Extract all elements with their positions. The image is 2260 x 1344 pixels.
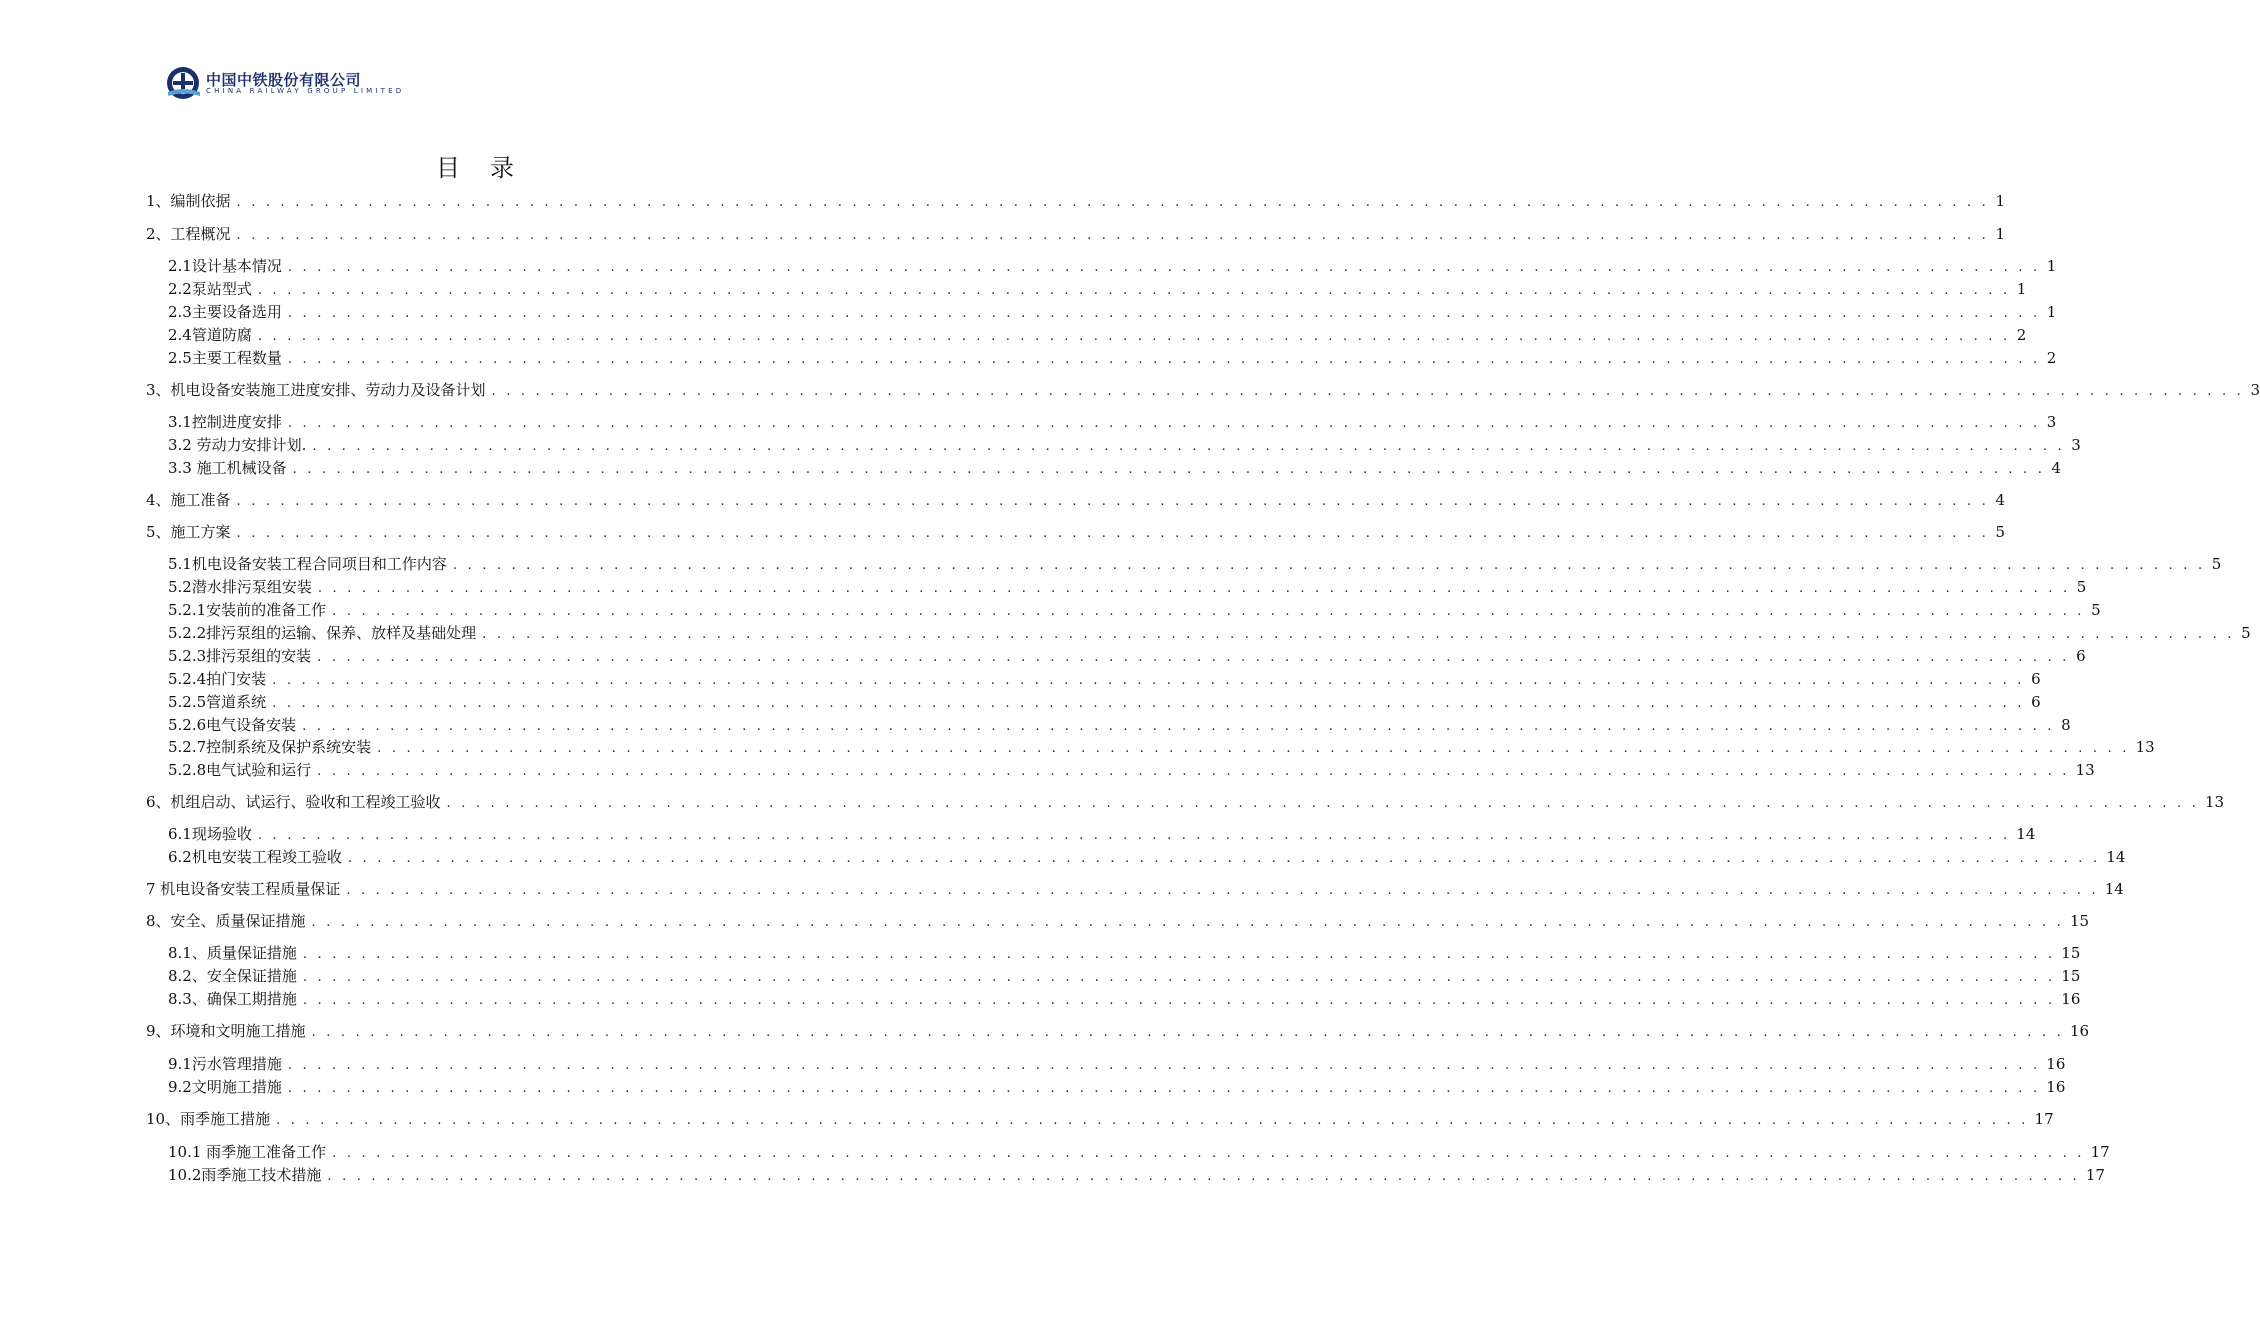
toc-entry[interactable] bbox=[168, 668, 2041, 690]
toc-page-number: 4 bbox=[1995, 491, 2005, 509]
toc-entry-title: 5.2.4拍门安装 bbox=[168, 670, 267, 688]
toc-entry[interactable] bbox=[168, 411, 2057, 433]
toc-entry-title: 10.1 雨季施工准备工作 bbox=[168, 1143, 327, 1161]
toc-entry[interactable] bbox=[168, 553, 2222, 575]
toc-entry-title: 5.1机电设备安装工程合同项目和工作内容 bbox=[168, 555, 447, 573]
toc-entry[interactable] bbox=[146, 791, 2225, 813]
toc-dot-leader: . . . . . . . . . . . . . . . . . . . . . . . . . . . . . . . . . . . . . . . . . . . . . . . . . . . . . . . . . . . . . . . . . . . . . . . . . . . . . . . . . . . . . . . . . . . . . . . . . . . . . . . . . . . . . . . . . . . . . . . . bbox=[272, 696, 2025, 711]
china-railway-emblem-icon bbox=[166, 66, 202, 100]
toc-dot-leader: . . . . . . . . . . . . . . . . . . . . . . . . . . . . . . . . . . . . . . . . . . . . . . . . . . . . . . . . . . . . . . . . . . . . . . . . . . . . . . . . . . . . . . . . . . . . . . . . . . . . . . . . . . . . . . . . . . . . . . . . bbox=[236, 228, 1989, 243]
toc-entry[interactable] bbox=[168, 691, 2041, 713]
toc-page-number: 17 bbox=[2085, 1166, 2105, 1184]
toc-dot-leader: . . . . . . . . . . . . . . . . . . . . . . . . . . . . . . . . . . . . . . . . . . . . . . . . . . . . . . . . . . . . . . . . . . . . . . . . . . . . . . . . . . . . . . . . . . . . . . . . . . . . . . . . . . . . . . . . . . . . . . . . bbox=[317, 764, 2070, 779]
toc-entry[interactable] bbox=[168, 1141, 2110, 1163]
toc-dot-leader: . . . . . . . . . . . . . . . . . . . . . . . . . . . . . . . . . . . . . . . . . . . . . . . . . . . . . . . . . . . . . . . . . . . . . . . . . . . . . . . . . . . . . . . . . . . . . . . . . . . . . . . . . . . . . . . . . . . . . . . . bbox=[287, 352, 2041, 367]
toc-entry[interactable] bbox=[168, 645, 2086, 667]
toc-dot-leader: . . . . . . . . . . . . . . . . . . . . . . . . . . . . . . . . . . . . . . . . . . . . . . . . . . . . . . . . . . . . . . . . . . . . . . . . . . . . . . . . . . . . . . . . . . . . . . . . . . . . . . . . . . . . . . . . . . . . . . . . bbox=[347, 851, 2101, 866]
toc-entry[interactable] bbox=[146, 1108, 2054, 1130]
toc-page-number: 16 bbox=[2046, 1078, 2066, 1096]
toc-entry[interactable] bbox=[168, 942, 2081, 964]
toc-entry-title: 2.3主要设备选用 bbox=[168, 303, 282, 321]
company-logo bbox=[166, 66, 405, 100]
toc-page-number: 8 bbox=[2061, 716, 2071, 734]
toc-entry-title: 6.1现场验收 bbox=[168, 825, 252, 843]
toc-page-number: 13 bbox=[2135, 738, 2155, 756]
toc-entry-title: 10.2雨季施工技术措施 bbox=[168, 1166, 322, 1184]
toc-page-number: 6 bbox=[2076, 647, 2086, 665]
toc-entry[interactable] bbox=[146, 521, 2005, 543]
toc-dot-leader: . . . . . . . . . . . . . . . . . . . . . . . . . . . . . . . . . . . . . . . . . . . . . . . . . . . . . . . . . . . . . . . . . . . . . . . . . . . . . . . . . . . . . . . . . . . . . . . . . . . . . . . . . . . . . . . . . . . . . . . . bbox=[446, 796, 2199, 811]
toc-entry-title: 5.2.6电气设备安装 bbox=[168, 716, 297, 734]
toc-entry-title: 6.2机电安装工程竣工验收 bbox=[168, 848, 342, 866]
toc-entry[interactable] bbox=[168, 599, 2101, 621]
toc-page-number: 3 bbox=[2250, 381, 2260, 399]
toc-entry-title: 1、编制依据 bbox=[146, 192, 231, 210]
toc-entry[interactable] bbox=[146, 489, 2005, 511]
toc-dot-leader: . . . . . . . . . . . . . . . . . . . . . . . . . . . . . . . . . . . . . . . . . . . . . . . . . . . . . . . . . . . . . . . . . . . . . . . . . . . . . . . . . . . . . . . . . . . . . . . . . . . . . . . . . . . . . . . . . . . . . . . . bbox=[317, 650, 2070, 665]
toc-page-number: 5 bbox=[1995, 523, 2005, 541]
toc-dot-leader: . . . . . . . . . . . . . . . . . . . . . . . . . . . . . . . . . . . . . . . . . . . . . . . . . . . . . . . . . . . . . . . . . . . . . . . . . . . . . . . . . . . . . . . . . . . . . . . . . . . . . . . . . . . . . . . . . . . . . . . . bbox=[302, 993, 2056, 1008]
toc-dot-leader: . . . . . . . . . . . . . . . . . . . . . . . . . . . . . . . . . . . . . . . . . . . . . . . . . . . . . . . . . . . . . . . . . . . . . . . . . . . . . . . . . . . . . . . . . . . . . . . . . . . . . . . . . . . . . . . . . . . . . . . . bbox=[302, 947, 2056, 962]
toc-dot-leader: . . . . . . . . . . . . . . . . . . . . . . . . . . . . . . . . . . . . . . . . . . . . . . . . . . . . . . . . . . . . . . . . . . . . . . . . . . . . . . . . . . . . . . . . . . . . . . . . . . . . . . . . . . . . . . . . . . . . . . . . bbox=[482, 627, 2235, 642]
toc-page-number: 13 bbox=[2204, 793, 2225, 811]
toc-entry-title: 5、施工方案 bbox=[146, 523, 231, 541]
toc-entry-title: 8.2、安全保证措施 bbox=[168, 967, 297, 985]
toc-entry[interactable] bbox=[168, 736, 2155, 758]
toc-entry-title: 5.2潜水排污泵组安装 bbox=[168, 578, 312, 596]
toc-dot-leader: . . . . . . . . . . . . . . . . . . . . . . . . . . . . . . . . . . . . . . . . . . . . . . . . . . . . . . . . . . . . . . . . . . . . . . . . . . . . . . . . . . . . . . . . . . . . . . . . . . . . . . . . . . . . . . . . . . . . . . . . bbox=[257, 329, 2011, 344]
toc-dot-leader: . . . . . . . . . . . . . . . . . . . . . . . . . . . . . . . . . . . . . . . . . . . . . . . . . . . . . . . . . . . . . . . . . . . . . . . . . . . . . . . . . . . . . . . . . . . . . . . . . . . . . . . . . . . . . . . . . . . . . . . . bbox=[257, 828, 2011, 843]
toc-page-number: 6 bbox=[2031, 670, 2041, 688]
toc-page-number: 16 bbox=[2061, 990, 2081, 1008]
toc-entry-title: 5.2.7控制系统及保护系统安装 bbox=[168, 738, 372, 756]
toc-entry-title: 3、机电设备安装施工进度安排、劳动力及设备计划 bbox=[146, 381, 486, 399]
toc-dot-leader: . . . . . . . . . . . . . . . . . . . . . . . . . . . . . . . . . . . . . . . . . . . . . . . . . . . . . . . . . . . . . . . . . . . . . . . . . . . . . . . . . . . . . . . . . . . . . . . . . . . . . . . . . . . . . . . . . . . . . . . . bbox=[452, 558, 2206, 573]
toc-dot-leader: . . . . . . . . . . . . . . . . . . . . . . . . . . . . . . . . . . . . . . . . . . . . . . . . . . . . . . . . . . . . . . . . . . . . . . . . . . . . . . . . . . . . . . . . . . . . . . . . . . . . . . . . . . . . . . . . . . . . . . . . bbox=[236, 195, 1989, 210]
toc-page-number: 16 bbox=[2069, 1022, 2090, 1040]
toc-dot-leader: . . . . . . . . . . . . . . . . . . . . . . . . . . . . . . . . . . . . . . . . . . . . . . . . . . . . . . . . . . . . . . . . . . . . . . . . . . . . . . . . . . . . . . . . . . . . . . . . . . . . . . . . . . . . . . . . . . . . . . . . bbox=[311, 1025, 2064, 1040]
toc-entry-title: 3.1控制进度安排 bbox=[168, 413, 282, 431]
toc-entry[interactable] bbox=[146, 878, 2124, 900]
toc-page-number: 3 bbox=[2071, 436, 2081, 454]
toc-page-number: 5 bbox=[2241, 624, 2251, 642]
company-name-cn: 中国中铁股份有限公司 bbox=[206, 71, 362, 89]
toc-page-number: 6 bbox=[2031, 693, 2041, 711]
toc-dot-leader: . . . . . . . . . . . . . . . . . . . . . . . . . . . . . . . . . . . . . . . . . . . . . . . . . . . . . . . . . . . . . . . . . . . . . . . . . . . . . . . . . . . . . . . . . . . . . . . . . . . . . . . . . . . . . . . . . . . . . . . . bbox=[332, 1146, 2085, 1161]
toc-dot-leader: . . . . . . . . . . . . . . . . . . . . . . . . . . . . . . . . . . . . . . . . . . . . . . . . . . . . . . . . . . . . . . . . . . . . . . . . . . . . . . . . . . . . . . . . . . . . . . . . . . . . . . . . . . . . . . . . . . . . . . . . bbox=[317, 581, 2071, 596]
toc-page-number: 1 bbox=[2046, 303, 2057, 321]
toc-page-number: 14 bbox=[2104, 880, 2124, 898]
toc-dot-leader: . . . . . . . . . . . . . . . . . . . . . . . . . . . . . . . . . . . . . . . . . . . . . . . . . . . . . . . . . . . . . . . . . . . . . . . . . . . . . . . . . . . . . . . . . . . . . . . . . . . . . . . . . . . . . . . . . . . . . . . . bbox=[236, 494, 1989, 509]
toc-entry-title: 8、安全、质量保证措施 bbox=[146, 912, 306, 930]
toc-entry[interactable] bbox=[168, 965, 2081, 987]
toc-entry[interactable] bbox=[168, 622, 2251, 644]
toc-dot-leader: . . . . . . . . . . . . . . . . . . . . . . . . . . . . . . . . . . . . . . . . . . . . . . . . . . . . . . . . . . . . . . . . . . . . . . . . . . . . . . . . . . . . . . . . . . . . . . . . . . . . . . . . . . . . . . . . . . . . . . . . bbox=[287, 260, 2041, 275]
toc-page-number: 17 bbox=[2090, 1143, 2110, 1161]
toc-entry[interactable] bbox=[146, 190, 2005, 212]
toc-page-number: 1 bbox=[2046, 257, 2057, 275]
toc-dot-leader: . . . . . . . . . . . . . . . . . . . . . . . . . . . . . . . . . . . . . . . . . . . . . . . . . . . . . . . . . . . . . . . . . . . . . . . . . . . . . . . . . . . . . . . . . . . . . . . . . . . . . . . . . . . . . . . . . . . . . . . . bbox=[302, 719, 2055, 734]
toc-dot-leader: . . . . . . . . . . . . . . . . . . . . . . . . . . . . . . . . . . . . . . . . . . . . . . . . . . . . . . . . . . . . . . . . . . . . . . . . . . . . . . . . . . . . . . . . . . . . . . . . . . . . . . . . . . . . . . . . . . . . . . . . bbox=[236, 526, 1989, 541]
toc-entry[interactable] bbox=[146, 910, 2090, 932]
toc-entry-title: 6、机组启动、试运行、验收和工程竣工验收 bbox=[146, 793, 441, 811]
toc-dot-leader: . . . . . . . . . . . . . . . . . . . . . . . . . . . . . . . . . . . . . . . . . . . . . . . . . . . . . . . . . . . . . . . . . . . . . . . . . . . . . . . . . . . . . . . . . . . . . . . . . . . . . . . . . . . . . . . . . . . . . . . . bbox=[332, 604, 2085, 619]
toc-entry[interactable] bbox=[168, 1053, 2066, 1075]
toc-dot-leader: . . . . . . . . . . . . . . . . . . . . . . . . . . . . . . . . . . . . . . . . . . . . . . . . . . . . . . . . . . . . . . . . . . . . . . . . . . . . . . . . . . . . . . . . . . . . . . . . . . . . . . . . . . . . . . . . . . . . . . . . bbox=[272, 673, 2025, 688]
toc-entry-title: 5.2.5管道系统 bbox=[168, 693, 267, 711]
toc-entry-title: 5.2.8电气试验和运行 bbox=[168, 761, 312, 779]
toc-page-number: 2 bbox=[2046, 349, 2057, 367]
toc-dot-leader: . . . . . . . . . . . . . . . . . . . . . . . . . . . . . . . . . . . . . . . . . . . . . . . . . . . . . . . . . . . . . . . . . . . . . . . . . . . . . . . . . . . . . . . . . . . . . . . . . . . . . . . . . . . . . . . . . . . . . . . . bbox=[287, 306, 2041, 321]
toc-page-number: 1 bbox=[1995, 192, 2005, 210]
toc-entry[interactable] bbox=[168, 457, 2062, 479]
toc-entry[interactable] bbox=[168, 988, 2081, 1010]
toc-page-number: 15 bbox=[2061, 967, 2081, 985]
toc-dot-leader: . . . . . . . . . . . . . . . . . . . . . . . . . . . . . . . . . . . . . . . . . . . . . . . . . . . . . . . . . . . . . . . . . . . . . . . . . . . . . . . . . . . . . . . . . . . . . . . . . . . . . . . . . . . . . . . . . . . . . . . . bbox=[302, 970, 2056, 985]
toc-entry[interactable] bbox=[146, 1020, 2090, 1042]
toc-entry-title: 9、环境和文明施工措施 bbox=[146, 1022, 306, 1040]
toc-entry-title: 5.2.2排污泵组的运输、保养、放样及基础处理 bbox=[168, 624, 477, 642]
page-title: 目录 bbox=[436, 154, 544, 182]
toc-entry[interactable] bbox=[146, 379, 2260, 401]
toc-entry-title: 2.5主要工程数量 bbox=[168, 349, 282, 367]
toc-page-number: 14 bbox=[2106, 848, 2126, 866]
toc-entry-title: 2.4管道防腐 bbox=[168, 326, 252, 344]
toc-page-number: 5 bbox=[2091, 601, 2101, 619]
toc-entry-title: 9.2文明施工措施 bbox=[168, 1078, 282, 1096]
toc-dot-leader: . . . . . . . . . . . . . . . . . . . . . . . . . . . . . . . . . . . . . . . . . . . . . . . . . . . . . . . . . . . . . . . . . . . . . . . . . . . . . . . . . . . . . . . . . . . . . . . . . . . . . . . . . . . . . . . . . . . . . . . . bbox=[287, 1081, 2041, 1096]
toc-entry-title: 2、工程概况 bbox=[146, 225, 231, 243]
toc-entry-title: 4、施工准备 bbox=[146, 491, 231, 509]
toc-entry-title: 8.3、确保工期措施 bbox=[168, 990, 297, 1008]
toc-dot-leader: . . . . . . . . . . . . . . . . . . . . . . . . . . . . . . . . . . . . . . . . . . . . . . . . . . . . . . . . . . . . . . . . . . . . . . . . . . . . . . . . . . . . . . . . . . . . . . . . . . . . . . . . . . . . . . . . . . . . . . . . bbox=[491, 384, 2244, 399]
toc-page-number: 14 bbox=[2016, 825, 2036, 843]
toc-page-number: 2 bbox=[2016, 326, 2027, 344]
toc-entry-title: 10、雨季施工措施 bbox=[146, 1110, 271, 1128]
toc-dot-leader: . . . . . . . . . . . . . . . . . . . . . . . . . . . . . . . . . . . . . . . . . . . . . . . . . . . . . . . . . . . . . . . . . . . . . . . . . . . . . . . . . . . . . . . . . . . . . . . . . . . . . . . . . . . . . . . . . . . . . . . . bbox=[377, 741, 2130, 756]
toc-entry-title: 7 机电设备安装工程质量保证 bbox=[146, 880, 341, 898]
toc-dot-leader: . . . . . . . . . . . . . . . . . . . . . . . . . . . . . . . . . . . . . . . . . . . . . . . . . . . . . . . . . . . . . . . . . . . . . . . . . . . . . . . . . . . . . . . . . . . . . . . . . . . . . . . . . . . . . . . . . . . . . . . . bbox=[257, 283, 2011, 298]
toc-page-number: 3 bbox=[2046, 413, 2057, 431]
toc-entry-title: 5.2.3排污泵组的安装 bbox=[168, 647, 312, 665]
toc-page-number: 15 bbox=[2069, 912, 2090, 930]
toc-entry-title: 8.1、质量保证措施 bbox=[168, 944, 297, 962]
toc-page-number: 5 bbox=[2076, 578, 2087, 596]
toc-page-number: 16 bbox=[2046, 1055, 2066, 1073]
toc-page-number: 5 bbox=[2211, 555, 2222, 573]
toc-dot-leader: . . . . . . . . . . . . . . . . . . . . . . . . . . . . . . . . . . . . . . . . . . . . . . . . . . . . . . . . . . . . . . . . . . . . . . . . . . . . . . . . . . . . . . . . . . . . . . . . . . . . . . . . . . . . . . . . . . . . . . . . bbox=[327, 1169, 2080, 1184]
toc-entry[interactable] bbox=[146, 223, 2005, 245]
toc-entry[interactable] bbox=[168, 278, 2027, 300]
company-name-en: CHINA RAILWAY GROUP LIMITED bbox=[206, 87, 405, 95]
toc-page-number: 17 bbox=[2034, 1110, 2054, 1128]
toc-entry[interactable] bbox=[168, 324, 2027, 346]
toc-entry[interactable] bbox=[168, 301, 2057, 323]
toc-page-number: 1 bbox=[2016, 280, 2027, 298]
toc-entry[interactable] bbox=[168, 255, 2057, 277]
toc-dot-leader: . . . . . . . . . . . . . . . . . . . . . . . . . . . . . . . . . . . . . . . . . . . . . . . . . . . . . . . . . . . . . . . . . . . . . . . . . . . . . . . . . . . . . . . . . . . . . . . . . . . . . . . . . . . . . . . . . . . . . . . . bbox=[311, 915, 2064, 930]
toc-entry-title: 2.2泵站型式 bbox=[168, 280, 252, 298]
toc-dot-leader: . . . . . . . . . . . . . . . . . . . . . . . . . . . . . . . . . . . . . . . . . . . . . . . . . . . . . . . . . . . . . . . . . . . . . . . . . . . . . . . . . . . . . . . . . . . . . . . . . . . . . . . . . . . . . . . . . . . . . . . . bbox=[287, 1058, 2041, 1073]
toc-entry-title: 3.3 施工机械设备 bbox=[168, 459, 287, 477]
toc-page-number: 4 bbox=[2051, 459, 2062, 477]
toc-entry[interactable] bbox=[168, 759, 2095, 781]
toc-entry-title: 5.2.1安装前的准备工作 bbox=[168, 601, 327, 619]
toc-entry[interactable] bbox=[168, 823, 2036, 845]
toc-dot-leader: . . . . . . . . . . . . . . . . . . . . . . . . . . . . . . . . . . . . . . . . . . . . . . . . . . . . . . . . . . . . . . . . . . . . . . . . . . . . . . . . . . . . . . . . . . . . . . . . . . . . . . . . . . . . . . . . . . . . . . . . bbox=[287, 416, 2041, 431]
toc-entry[interactable] bbox=[168, 576, 2087, 598]
toc-page-number: 1 bbox=[1995, 225, 2005, 243]
toc-entry-title: 3.2 劳动力安排计划. bbox=[168, 436, 307, 454]
toc-dot-leader: . . . . . . . . . . . . . . . . . . . . . . . . . . . . . . . . . . . . . . . . . . . . . . . . . . . . . . . . . . . . . . . . . . . . . . . . . . . . . . . . . . . . . . . . . . . . . . . . . . . . . . . . . . . . . . . . . . . . . . . . bbox=[276, 1113, 2029, 1128]
toc-page-number: 13 bbox=[2075, 761, 2095, 779]
toc-page-number: 15 bbox=[2061, 944, 2081, 962]
toc-entry[interactable] bbox=[168, 846, 2126, 868]
toc-entry[interactable] bbox=[168, 434, 2081, 456]
toc-dot-leader: . . . . . . . . . . . . . . . . . . . . . . . . . . . . . . . . . . . . . . . . . . . . . . . . . . . . . . . . . . . . . . . . . . . . . . . . . . . . . . . . . . . . . . . . . . . . . . . . . . . . . . . . . . . . . . . . . . . . . . . . bbox=[312, 439, 2065, 454]
toc-entry[interactable] bbox=[168, 714, 2071, 736]
toc-dot-leader: . . . . . . . . . . . . . . . . . . . . . . . . . . . . . . . . . . . . . . . . . . . . . . . . . . . . . . . . . . . . . . . . . . . . . . . . . . . . . . . . . . . . . . . . . . . . . . . . . . . . . . . . . . . . . . . . . . . . . . . . bbox=[346, 883, 2099, 898]
toc-entry-title: 2.1设计基本情况 bbox=[168, 257, 282, 275]
toc-entry[interactable] bbox=[168, 1076, 2066, 1098]
toc-entry-title: 9.1污水管理措施 bbox=[168, 1055, 282, 1073]
toc-entry[interactable] bbox=[168, 347, 2057, 369]
toc-entry[interactable] bbox=[168, 1164, 2105, 1186]
toc-dot-leader: . . . . . . . . . . . . . . . . . . . . . . . . . . . . . . . . . . . . . . . . . . . . . . . . . . . . . . . . . . . . . . . . . . . . . . . . . . . . . . . . . . . . . . . . . . . . . . . . . . . . . . . . . . . . . . . . . . . . . . . . bbox=[292, 462, 2046, 477]
